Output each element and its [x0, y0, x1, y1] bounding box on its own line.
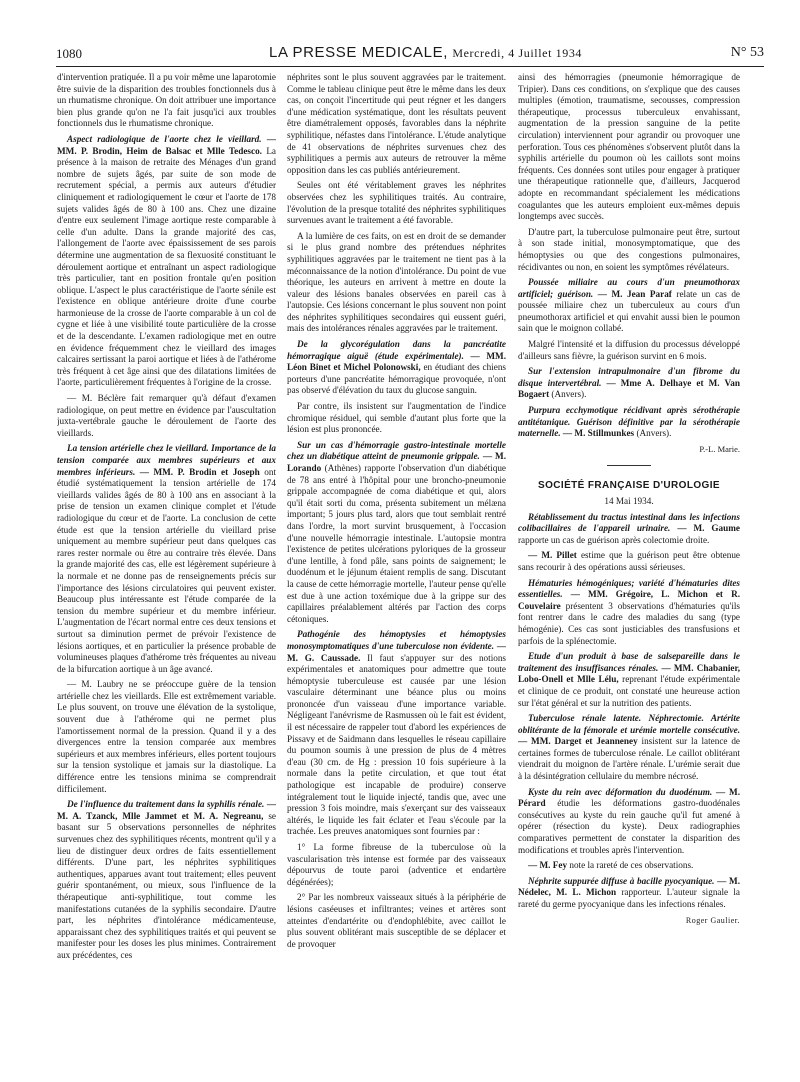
paragraph: A la lumière de ces faits, on est en droit de se demander si le plus grand nombre des prétendues néphrites syphilitiques aggravées par le traitement ne tient pas à la méconnaissance de la notion d'intolérance. Du point de vue théorique, les auteurs en arrivent à mettre en doute la valeur des lésions banales observées en pareil cas à l'autopsie. Ces lésions concernant le plus souvent non point des néphrites syphilitiques secondaires qui eussent guéri, mais des intolérances rénales aggravées par le traitement.	[287, 230, 506, 334]
paragraph: néphrites sont le plus souvent aggravées par le traitement. Comme le tableau clinique peut être le même dans les deux cas, on conçoit l'incertitude qui peut régner et les dangers d'une médication systématique, dont les résultats peuvent être diamétralement opposés, favorables dans la néphrite syphilitique, néfastes dans l'intolérance. L'étude analytique de 41 observations de néphrites survenues chez des syphilitiques a permis aux auteurs de retrouver la même opposition dans les cas publiés antérieurement.	[287, 72, 506, 175]
paragraph: Malgré l'intensité et la diffusion du processus développé d'ailleurs sans fièvre, la guérison survint en 6 mois.	[518, 339, 740, 361]
abstract-authors: — M. Stillmunkes	[562, 428, 635, 439]
list-item: 1° La forme fibreuse de la tuberculose où la vascularisation très intense est formée par des vaisseaux dépourvus de toute paroi (adventice et endartère dégénérées);	[287, 842, 506, 887]
list-item: 2° Par les nombreux vaisseaux situés à la périphérie de lésions caséeuses et infiltrantes; veines et artères sont atteintes d'endartérite ou d'endophlébite, avec caillot le plus souvent oblitérant mais susceptible de se déplacer et de provoquer	[287, 892, 506, 949]
page-number: 1080	[56, 46, 82, 61]
abstract-title: Hématuries hémogéniques; variété d'hématuries dites essentielles.	[518, 577, 740, 600]
page-header	[56, 42, 764, 67]
paragraph: ainsi des hémorragies (pneumonie hémorragique de Tripier). Dans ces conditions, on s'explique que des causes multiples (émotion, traumatisme, secousses, compression thérapeutique, processus tuberculeux envahissant, augmentation de la pression sanguine de la petite circulation) interviennent pour agrandir ou provoquer une perforation. Tous ces phénomènes s'observent plutôt dans la syphilis artérielle du poumon où les caillots sont moins fréquents. Ces données sont utiles pour engager à pratiquer une thérapeutique rationnelle que, d'ailleurs, Jacquerod adopte en recommandant spécialement les médications coagulantes que les auteurs emploient eux-mêmes depuis longtemps avec succès.	[518, 72, 740, 222]
abstract-title: Pathogénie des hémoptysies et hémoptysies monosymptomatiques d'une tuberculose non évidente.	[287, 629, 506, 651]
abstract-purpura	[518, 405, 740, 440]
issue-date: Mercredi, 4 Juillet 1934	[452, 46, 583, 60]
abstract-pneumothorax	[518, 277, 740, 335]
abstract-authors: — M. Pérard	[518, 786, 740, 809]
signature: Roger Gaulier.	[685, 915, 740, 925]
abstract-fibrome	[518, 366, 740, 401]
reply-body: estime que la guérison peut être obtenue sans recourir à des opérations aussi sérieuses.	[518, 550, 740, 572]
abstract-body: insistent sur la latence de certaines formes de tuberculose rénale. Le caillot oblitérant viendrait du moignon de l'artère rénale. L'urémie serait due à la désintégration cellulaire du membre nécrosé.	[518, 736, 740, 782]
abstract-title: Sur un cas d'hémorragie gastro-intestinale mortelle chez un diabétique atteint de pneumonie grippale.	[287, 439, 506, 462]
abstract-title: Poussée miliaire au cours d'un pneumothorax artificiel; guérison.	[518, 277, 740, 299]
abstract-tuberculose-renale	[518, 713, 740, 783]
column-3	[518, 72, 740, 1062]
abstract-body: se basant sur 5 observations personnelles de néphrites survenues chez des syphilitiques récents, montrent qu'il y a lieu de distinguer deux ordres de faits essentiellement différents. D'une part, les néphrites syphilitiques authentiques, apparues avant tout traitement; elles peuvent guérir spontanément, ou mieux, sous l'influence de la thérapeutique anti-syphilitique, tout comme les manifestations cutanées de la syphilis secondaire. D'autre part, les néphrites d'intolérance médicamenteuse, apparaissant chez des syphilitiques traités et qui peuvent se manifester pour les doses les plus minimes. Contrairement aux précédentes, ces	[57, 810, 276, 960]
abstract-body: rapporteur. L'auteur signale la rareté du germe pyocyanique dans les infections rénales.	[518, 887, 740, 909]
abstract-body: relate un cas de poussée miliaire chez un tuberculeux au cours d'un pneumothorax artificiel et qui envahit aussi bien le poumon sain que le moignon collabé.	[518, 288, 740, 334]
abstract-title: La tension artérielle chez le vieillard. Importance de la tension comparée aux membres supérieurs et aux membres inférieurs.	[57, 443, 276, 477]
abstract-body: reprenant l'étude expérimentale et clinique de ce produit, ont constaté une heureuse action sur l'état général et sur la nutrition des patients.	[518, 674, 740, 708]
abstract-authors: — M. Nédelec, M. L. Michon	[518, 875, 740, 898]
signature: P.-L. Marie.	[699, 443, 740, 454]
abstract-authors: — M. Gaume	[677, 523, 740, 534]
abstract-title: Sur l'extension intrapulmonaire d'un fibrome du disque intervertébral.	[518, 366, 740, 388]
society-heading: SOCIÉTÉ FRANÇAISE D'UROLOGIE	[538, 480, 720, 492]
issue-number: N° 53	[730, 45, 764, 60]
running-title	[269, 44, 582, 62]
abstract-kyste	[518, 787, 740, 857]
abstract-authors: — MM. Léon Binet et Michel Polonowski,	[287, 350, 506, 373]
abstract-body: présentent 3 observations d'hématuries qu'ils font rentrer dans le cadre des maladies du sang (type hémogénie). Ces cas sont justiciables des transfusions et parfois de la splénectomie.	[518, 600, 740, 646]
abstract-nephrite	[518, 876, 740, 911]
abstract-body: étudie les déformations gastro-duodénales consécutives au kyste du rein gauche qu'il fut amené à opérer (résection du kyste). Deux radiographies comparatives permettent de constater la disparition des modifications et troubles après l'intervention.	[518, 798, 740, 855]
abstract-authors: — Mme A. Delhaye et M. Van Bogaert	[518, 377, 740, 400]
abstract-glycoregulation	[287, 339, 506, 397]
abstract-body: (Athènes) rapporte l'observation d'un diabétique de 78 ans entré à l'hôpital pour une broncho-pneumonie grippale accompagnée de coma diabétique et qui, alors qu'il était sorti du coma, présenta subitement un mélæna important; 5 jours plus tard, alors que tout semblait rentré dans l'ordre, la mort survint brusquement, à l'occasion d'une nouvelle hémorragie intestinale. L'autopsie montra l'existence de petites ulcérations pyloriques de la grosseur d'une lentille, à fond pâle, sans points de saignement; le duodénum et le jéjunum étaient remplis de sang. Discutant la cause de cette hémorragie mortelle, l'auteur pense qu'elle est due à une action toxémique due à la grippe sur des capillaires préalablement altérés par l'action des corps cétoniques.	[287, 463, 506, 624]
abstract-tension	[57, 443, 276, 675]
abstract-salsepareille	[518, 651, 740, 709]
column-2	[287, 72, 506, 1062]
abstract-title: Tuberculose rénale latente. Néphrectomie. Artérite oblitérante de la fémorale et urémie mortelle consécutive.	[518, 713, 740, 735]
abstract-aorte	[57, 134, 276, 389]
abstract-title: De la glycorégulation dans la pancréatite hémorragique aiguë (étude expérimentale).	[287, 339, 506, 361]
reply-paragraph	[518, 550, 740, 573]
abstract-body: ont étudié systématiquement la tension artérielle de 174 vieillards valides âgés de 80 à 100 ans en associant à la prise de tension un examen clinique complet et l'étude radiologique du cœur et de l'aorte. La conclusion de cette étude est que la tension artérielle du vieillard prise uniquement au membre supérieur peut dans quelques cas rares rester normale ou être au contraire très élevée. Dans la grande majorité des cas, elle est légèrement supérieure à la normale et ne donne pas de renseignements précis sur l'importance des lésions circulatoires qui peuvent exister. Beaucoup plus intéressante est l'étude comparée de la tension du membre supérieur et du membre inférieur. L'augmentation de l'écart normal entre ces deux tensions et surtout sa diminution permet de prévoir l'existence de lésions aortiques, et en particulier la présence probable de volumineuses plaques d'athérome très fréquentes au niveau de la bifurcation aortique à un âge avancé.	[57, 466, 276, 674]
abstract-authors: — M. G. Caussade.	[287, 640, 506, 663]
abstract-hemorragie	[287, 440, 506, 626]
abstract-authors: — MM. Grégoire, L. Michon et R. Couvelaire	[518, 589, 740, 611]
paragraph: Seules ont été véritablement graves les néphrites observées chez les syphilitiques traités. Au contraire, l'évolution de la presque totalité des néphrites syphilitiques survenues avant le traitement a été favorable.	[287, 180, 506, 226]
abstract-body: Il faut s'appuyer sur des notions expérimentales et anatomiques pour admettre que toute hémoptysie tuberculeuse est causée par une lésion vasculaire déterminant une béance plus ou moins prononcée d'un vaisseau d'une importance variable. Négligeant l'anévrisme de Rasmussen où le fait est évident, il est nécessaire de rappeler tout d'abord les expériences de Pissavy et de Saidmann dans lesquelles le réseau capillaire du poumon soumis à une pression de plus de 4 mètres d'eau (30 cm. de Hg : pression 10 fois supérieure à la normale dans la petite circulation, et que tout état pathologique est incapable de produire) conserve intégralement tout le liquide injecté, tandis que, avec une pression 3 fois moindre, mais s'exerçant sur des vaisseaux altérés, le liquide les fait éclater et l'eau s'écoule par la trachée. Les preuves anatomiques sont fournies par :	[287, 652, 506, 837]
abstract-authors: — M. Jean Paraf	[597, 288, 672, 299]
column-1	[57, 72, 276, 1062]
abstract-body: (Anvers).	[551, 389, 587, 400]
paragraph: d'intervention pratiquée. Il a pu voir même une laparotomie être suivie de la disparition des troubles fonctionnels dus à un rhumatisme chronique. On doit attribuer une importance bien plus grande qu'on ne l'a fait jusqu'ici aux troubles fonctionnels dus le rhumatisme chronique.	[57, 72, 276, 129]
abstract-syphilis	[57, 799, 276, 961]
abstract-title: Kyste du rein avec déformation du duodénum.	[528, 786, 713, 797]
abstract-tractus	[518, 512, 740, 547]
abstract-authors: — MM. P. Brodin, Heim de Balsac et Mlle Tedesco.	[57, 133, 276, 156]
abstract-body: en étudiant des chiens porteurs d'une pancréatite hémorragique provoquée, n'ont pas observé d'élévation du taux du glucose sanguin.	[287, 362, 506, 396]
abstract-body: rapporte un cas de guérison après colectomie droite.	[518, 534, 710, 545]
abstract-title: Aspect radiologique de l'aorte chez le vieillard.	[67, 133, 262, 144]
abstract-title: Purpura ecchymotique récidivant après sérothérapie antitétanique. Guérison définitive par la sérothérapie maternelle.	[518, 405, 740, 439]
abstract-title: Rétablissement du tractus intestinal dans les infections colibacillaires de l'appareil urinaire.	[518, 511, 740, 534]
abstract-body: La présence à la maison de retraite des Ménages d'un grand nombre de sujets âgés, par suite de son mode de recrutement spécial, a permis aux auteurs d'étudier cliniquement et radiologiquement le cœur et l'aorte de 178 sujets valides âgés de 80 à 100 ans. Chez une dizaine d'entre eux seulement l'image aortique reste comparable à celle d'un adulte. Dans la grande majorité des cas, l'allongement de l'aorte avec épaississement de ses parois détermine une augmentation de sa flexuosité constituant le déroulement aortique et entraînant un aspect radiologique très particulier, tant en position frontale qu'en position oblique. L'aspect le plus caractéristique de l'aorte sénile est l'existence en oblique antérieure droite d'une courbe harmonieuse de la crosse de l'aorte comparable à un col de cygne et liée à une visibilité toute particulière de la crosse et de la descendante. L'examen radiologique met en outre en évidence fréquemment chez le vieillard des images calcaires sertissant la paroi aortique et liées à de l'athérome très fréquent à cet âge ainsi que des dilatations limitées de l'aorte, particulièrement fréquentes à l'origine de la crosse.	[57, 145, 276, 388]
abstract-authors: — M. Lorando	[287, 451, 506, 473]
society-date: 14 Mai 1934.	[604, 496, 654, 506]
abstract-title: Néphrite suppurée diffuse à bacille pyocyanique.	[528, 875, 715, 886]
abstract-authors: — MM. Chabanier, Lobo-Onell et Mlle Lélu,	[518, 662, 740, 685]
abstract-authors: — M. A. Tzanck, Mlle Jammet et M. A. Negreanu,	[57, 799, 276, 821]
abstract-body: (Anvers).	[636, 428, 672, 439]
abstract-hematuries	[518, 578, 740, 648]
paragraph: — M. Laubry ne se préoccupe guère de la tension artérielle chez les vieillards. Elle est extrêmement variable. Le plus souvent, on trouve une élévation de la systolique, souvent due à l'athérome qui ne permet plus l'amortissement normal de la pression. Quand il y a des divergences entre la tension comparée aux membres supérieurs et aux membres inférieurs, elles portent toujours sur la tension systolique et jamais sur la diastolique. La différence entre les tensions minima se comprendrait difficilement.	[57, 679, 276, 794]
reply-body: note la rareté de ces observations.	[569, 860, 694, 871]
section-divider	[607, 465, 651, 466]
reply-paragraph	[518, 860, 740, 872]
abstract-title: Etude d'un produit à base de salsepareille dans le traitement des insuffisances rénales.	[518, 651, 740, 673]
paragraph: Par contre, ils insistent sur l'augmentation de l'indice chromique résiduel, qui semble d'autant plus forte que la lésion est plus prononcée.	[287, 401, 506, 435]
abstract-authors: — MM. Darget et Jeanneney	[518, 736, 638, 747]
paragraph: D'autre part, la tuberculose pulmonaire peut être, surtout à son stade initial, monosymptomatique, que des hémoptysies ou que des congestions pulmonaires, récidivantes ou non, en soient les symptômes révélateurs.	[518, 226, 740, 272]
paragraph: — M. Béclère fait remarquer qu'à défaut d'examen radiologique, on peut mettre en évidence par l'auscultation juxta-vertébrale gauche le déroulement de l'aorte des vieillards.	[57, 393, 276, 438]
abstract-title: De l'influence du traitement dans la syphilis rénale.	[67, 799, 265, 810]
reply-author: — M. Pillet	[528, 550, 577, 561]
abstract-authors: — MM. P. Brodin et Joseph	[139, 466, 260, 477]
reply-author: — M. Fey	[528, 860, 568, 871]
abstract-hemoptysies	[287, 629, 506, 838]
journal-name: LA PRESSE MEDICALE,	[269, 44, 448, 61]
